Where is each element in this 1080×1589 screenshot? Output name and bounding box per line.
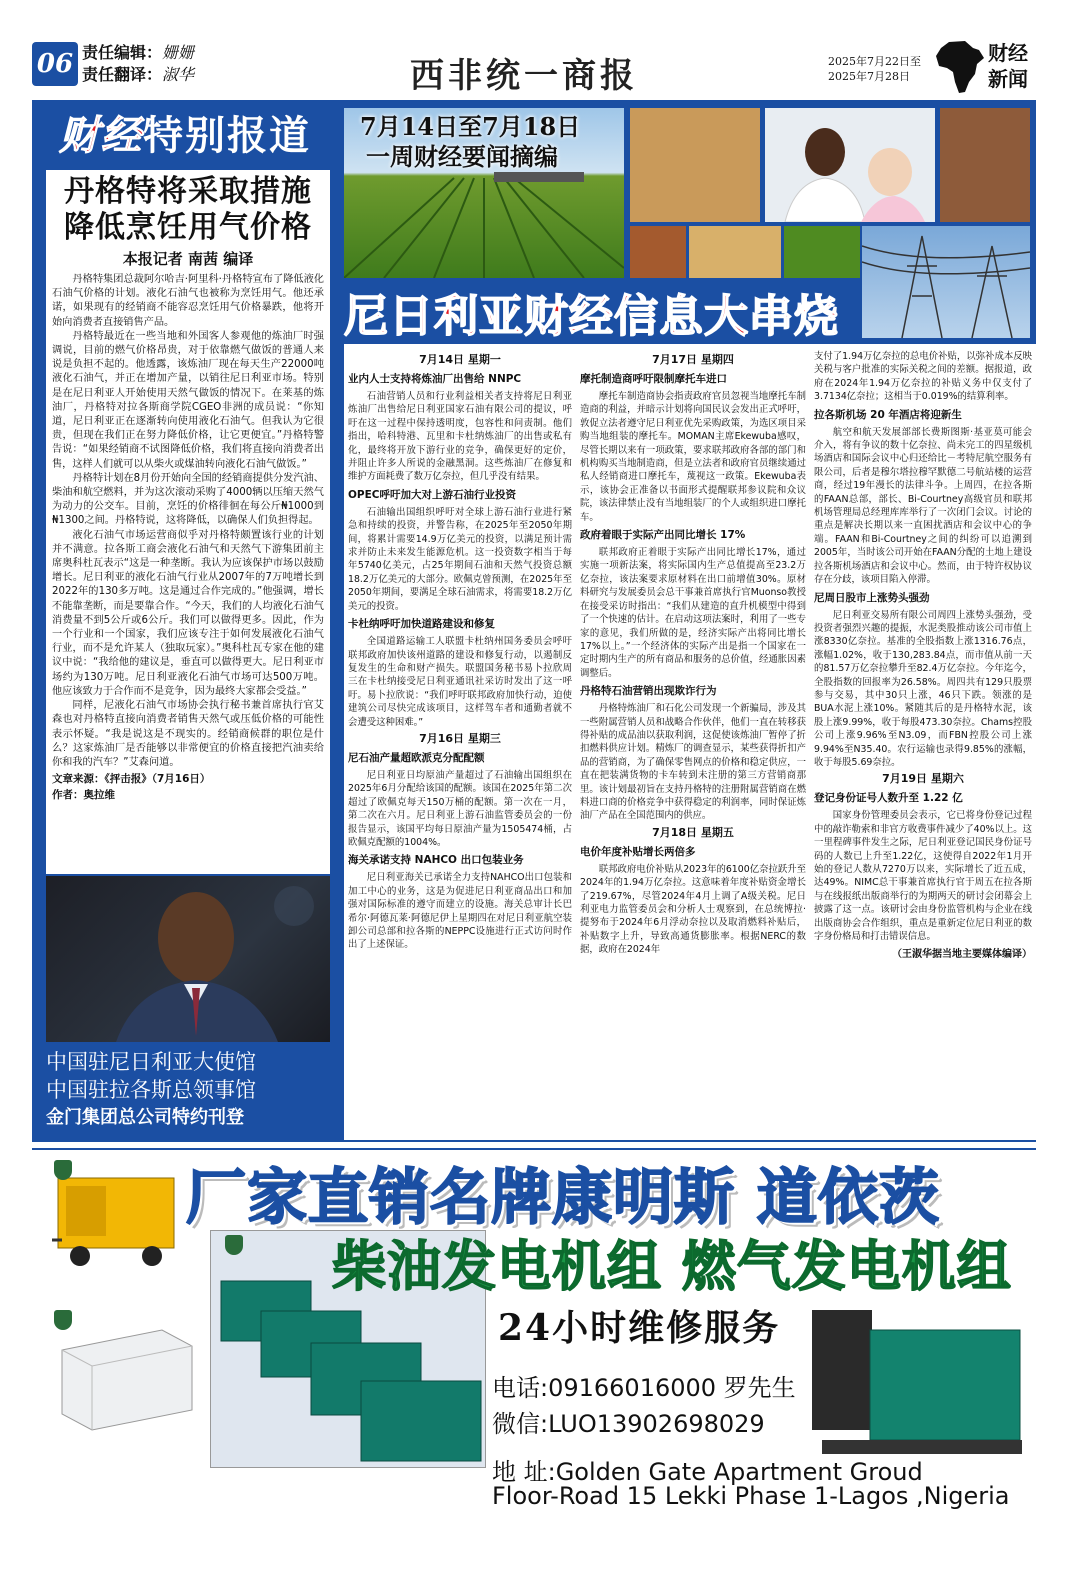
news-column-1 [348,350,572,952]
feature-headline-line-2: 降低烹饪用气价格 [64,210,312,245]
translator-label: 责任翻译： [82,65,163,84]
news-body: 石油营销人员和行业利益相关者支持将尼日利亚炼油厂出售给尼日利亚国家石油有限公司的提议，呼吁在这一过程中保持透明度，包容性和问责制。他们指出，哈科特港、瓦里和卡杜纳炼油厂的出售或私有化，最终将开放下游行业的竞争，确保更好的定价，并阻止许多人所说的金融黑洞。这些炼油厂在修复和维护方面耗费了数万亿奈拉，但几乎没有结果。 [348,391,572,483]
map-photo [689,226,781,278]
news-headline: 尼石油产量超欧派克分配配额 [348,751,485,764]
news-digest [344,344,1036,1140]
news-headline: 业内人士支持将炼油厂出售给 NNPC [348,373,522,385]
street-scene-photo [940,108,1030,222]
news-date: 7月14日 星期一 [419,353,501,366]
feature-paragraph: 同样，尼液化石油气市场协会执行秘书兼首席执行官艾森也对丹格特直接向消费者销售天然气或压低价格的可能性表示怀疑。“我是说这是不现实的。经销商候群的职位是什么？这家炼油厂是否能够以非常便宜的价格直接把汽油卖给你和我的汽车？”艾森问道。 [52,700,324,768]
news-headline: 拉各斯机场 20 年酒店将迎新生 [814,408,962,421]
news-body: 丹格特炼油厂和石化公司发现一个新骗局，涉及其一些附属营销人员和战略合作伙伴，他们一直在转移获得补贴的成品油以获取利润，这促使该炼油厂暂停了折扣燃料供应计划。精炼厂的调查显示，某些获得折扣产品的营销商，为了确保零售网点的价格和稳定供应，一直在把装满货物的卡车转到未注册的第三方营销商那里。该计划最初旨在支持丹格特的注册附属营销商在燃料进口商的价格竞争中获得稳定的利润率，同时保证炼油厂产品在全国范围内的供应。 [580,703,806,822]
ad-service: 24小时维修服务 [498,1307,781,1349]
news-headline: 电价年度补贴增长两倍多 [580,845,696,858]
news-date: 7月16日 星期三 [419,731,501,745]
news-headline: 政府着眼于实际产出同比增长 17% [580,529,746,542]
news-date: 7月17日 星期四 [652,353,734,366]
issue-dates [828,54,921,84]
feature-paragraph: 丹格特集团总裁阿尔哈吉·阿里科·丹格特宣布了降低液化石油气价格的计划。液化石油气也被称为烹饪用气。他还承诺，如果现有的经销商不能容忍烹饪用气价格暴跌，他将开始向消费者直接销售产品。 [52,274,324,328]
digest-big-title: 尼日利亚财经信息大串烧 [344,291,839,342]
ad-headline-1: 厂家直销名牌康明斯 道依茨 [186,1163,940,1233]
brand-seal-icon [54,1160,72,1180]
editor-name: 姗姗 [162,43,195,62]
issue-date-start: 2025年7月22日至 [828,55,921,68]
page-number: 06 [32,42,78,86]
feature-byline: 本报记者 南茜 编译 [122,250,254,268]
green-generator-image [812,1300,1030,1470]
news-date: 7月19日 星期六 [882,772,964,786]
ad-wechat[interactable]: 微信:LUO13902698029 [492,1410,765,1438]
news-headline: 海关承诺支持 NAHCO 出口包装业务 [348,854,524,867]
bananas-photo [784,226,860,278]
feature-paragraph: 液化石油气市场运营商似乎对丹格特颇置该行业的计划并不满意。拉各斯工商会液化石油气和天然气下游集团前主席奥科杜瓦表示“这是一种垄断。我认为应该保护市场以鼓励增长。尼日利亚的液化石油气行业从2007年的7万吨增长到2022年的130多万吨。这是通过合作完成的。”他强调，增长不能靠垄断，而是要靠合作。“今天，我们的人均液化石油气消费量不到5公斤或6公斤。我们可以做得更多。因此，作为一个行业和一个国家，我们应该专注于如何发展液化石油气行业，而不是允许某人（独取玩家）。”奥科杜瓦专家在他的建议中说：“我给他的建议是，垂直可以做得更大。尼日利亚市场约为130万吨。尼日利亚液化石油气市场可达500万吨。他应该致力于合作而不是竞争，因为最终大家都会受益。” [52,529,324,697]
feature-paragraph: 丹格特计划在8月份开始向全国的经销商提供分发汽油、柴油和航空燃料，并为这次滚动采购了4000辆以压缩天然气为动力的公交车。目前，烹饪的价格徘徊在每公斤₦1000到₦1300之间。丹格特说，这将降低，以确保人们负担得起。 [52,472,324,527]
feature-author: 作者：奥拉维 [52,789,115,802]
translator-name: 淑华 [162,65,195,84]
sponsor-line-1: 中国驻尼日利亚大使馆 [46,1050,256,1074]
news-body-continued: 支付了1.94万亿奈拉的总电价补贴，以弥补成本反映关税与客户批准的实际关税之间的差额。据报道，政府在2024年1.94万亿奈拉的补贴义务中仅支付了3.7134亿奈拉；这相当于0.019%的结算利率。 [814,351,1032,403]
news-body: 尼日利亚交易所有限公司周四上涨势头强劲，受投资者强烈兴趣的提振，水泥类股推动该公司市值上涨8330亿奈拉。基准的全股指数上涨1316.76点，涨幅1.02%，收于130,283.84点，而市值从前一天的81.57万亿奈拉攀升至82.4万亿奈拉。今年迄今，全股指数的回报率为26.58%。周四共有129只股票参与交易，其中30只上涨，46只下跌。领涨的是BUA水泥上涨10%。紧随其后的是丹格特水泥，该股上涨9.99%，收于每股473.30奈拉。Chams控股公司上涨9.96%至N3.09，而FBN控股公司上涨9.94%至N35.40。农行运输也录得9.85%的涨幅，收于每股5.69奈拉。 [814,609,1032,768]
issue-date-end: 2025年7月28日 [828,70,910,83]
news-body: 尼日利亚日均原油产量超过了石油输出国组织在2025年6月分配给该国的配额。该国在2025年第二次超过了欧佩克每天150万桶的配额。第一次在一月，第二次在六月。尼日利亚上游石油监管委员会的一份报告显示，该国平均每日原油产量为1505474桶，占欧佩克配额的1004%。 [348,769,572,848]
special-report-prefix: 财经 [59,112,143,159]
children-photo [630,108,760,222]
news-headline: 丹格特石油营销出现欺诈行为 [580,685,717,698]
news-body: 国家身份管理委员会表示，它已将身份登记过程中的敲诈勒索和非官方收费事件减少了40%以上。这一里程碑事件发生之际，尼日利亚登记国民身份证号码的人数已上升至1.22亿，这使得自2022年1月开始的登记人数从7270万以来，实际增长了近五成，达49%。NIMC总干事兼首席执行官于周五在拉各斯与在线报纸出版商举行的为期两天的研讨会闭幕会上披露了这一点。该研讨会由身份监管机构与企业在线出版商协会合作组织，重点是重新定位尼日利亚的数字身份格局和打击错误信息。 [814,810,1032,943]
portrait-illustration [46,876,330,1042]
news-body: 航空和航天发展部部长费斯图斯·基亚莫可能会介入，将有争议的数十亿奈拉、尚未完工的四星级机场酒店和国际会议中心归还给比－考特尼航空服务有限公司，后者是穆尔塔拉穆罕默德二号航站楼的运营商，经过19年漫长的法律斗争。上周四，在拉各斯的FAAN总部，部长、Bi-Courtney高级官员和联邦机场管理局总经理库库举行了一次闭门会议。讨论的重点是解决长期以来一直困扰酒店和会议中心的争端。FAAN和Bi-Courtney之间的纠纷可以追溯到2005年，当时该公司开始在FAAN分配的土地上建设拉各斯机场酒店和会议中心。然而，由于特许权协议存在分歧，该项目陷入停滞。 [814,426,1032,586]
feature-headline [52,174,324,246]
news-credit: （王淑华据当地主要媒体编译） [892,949,1032,961]
ad-phone[interactable]: 电话:09166016000 罗先生 [492,1374,796,1402]
ad-address-line-2: Floor-Road 15 Lekki Phase 1-Lagos ,Nigeria [492,1482,1010,1510]
news-body: 全国道路运输工人联盟卡杜纳州国务委员会呼吁联邦政府加快该州道路的建设和修复行动，以遏制反复发生的生命和财产损失。联盟国务秘书易卜拉欣周三在卡杜纳接受尼日利亚通讯社采访时发出了这一呼吁。易卜拉欣说：“我们呼吁联邦政府加快行动，迫使建筑公司尽快完成该项目，这样驾车者和通勤者就不会遭受这种困难。” [348,636,572,728]
section-line-2: 新闻 [988,67,1028,91]
sponsor-block [46,1048,330,1140]
feature-source: 文章来源：《抨击报》（7月16日） [52,773,211,786]
brand-seal-icon [225,1235,243,1255]
news-column-3 [814,350,1032,960]
news-column-2 [580,350,806,957]
feature-headline-line-1: 丹格特将采取措施 [64,174,312,209]
sponsor-line-2: 中国驻拉各斯总领事馆 [46,1078,256,1102]
special-report-title: 特别报道 [143,112,311,159]
news-headline: 登记身份证号人数升至 1.22 亿 [814,792,963,805]
ad-headline-2: 柴油发电机组 燃气发电机组 [332,1235,1012,1298]
editor-credits [82,42,194,86]
feature-paragraph: 丹格特最近在一些当地和外国客人参观他的炼油厂时强调说，目前的燃气价格昂贵，对于依靠燃气做饭的普通人来说是负担不起的。他透露，该炼油厂现在每天生产22000吨液化石油气，并正在增加产量，以销往尼日利亚市场。特别是在尼日利亚人开始使用天然气做饭的情况下。在莱基的炼油厂，丹格特对拉各斯商学院CGEO非洲的成员说：“你知道，尼日利亚正在逐渐转向使用液化石油气。但我认为它很贵，但现在我们正在努力降低价格，让它更便宜。”丹格特警告说：“如果经销商不试图降低价格，我们将直接向消费者出售，这样人们就可以从柴火或煤油转向液化石油气做饭。” [52,330,324,470]
news-body: 摩托车制造商协会指责政府官员忽视当地摩托车制造商的利益，并暗示计划将向国民议会发出正式呼吁，敦促立法者遵守尼日利亚优先采购政策，为选区项目采购当地组装的摩托车。MOMAN主席Ekewuba感叹，尽管长期以来有一项政策，要求联邦政府各部的部门和机构购买当地制造商，但是立法者和政府官员继续通过私人经销商进口摩托车，蔑视这一政策。Ekewuba表示，该协会正准备以书面形式提醒联邦参议院和众议院，该法律禁止没有当地组装厂的个人或组织进口摩托车。 [580,391,806,523]
brand-seal-icon [54,1310,72,1330]
sponsor-line-3: 金门集团总公司特约刊登 [46,1107,244,1128]
weekly-digest-heading [360,112,620,172]
africa-map-icon [935,40,985,94]
week-range: 7月14日至7月18日 [360,112,581,141]
news-headline: 卡杜纳呼吁加快道路建设和修复 [348,618,495,631]
market-photo [630,226,686,278]
special-report-banner [40,106,330,158]
news-headline: 尼周日股市上涨势头强劲 [814,591,930,604]
news-body: 尼日利亚海关已承诺全力支持NAHCO出口包装和加工中心的业务，这是为促进尼日利亚商品出口和加强对国际标准的遵守而建立的设施。海关总审计长巴希尔·阿德瓦莱·阿德尼伊上星期四在对尼日利亚航空装卸公司总部和拉各斯的NEPPC设施进行正式访问时作出了上述保证。 [348,872,572,951]
news-body: 联邦政府正着眼于实际产出同比增长17%，通过实施一项新法案，将实际国内生产总值提高至23.2万亿奈拉，该法案要求原材料在出口前增值30%。原材料研究与发展委员会总干事兼首席执行官Muonso教授在接受采访时指出：“我们从建造的直升机模型中得到了一个快速的估计。在启动这项法案时，利用了一些专家的意见，我们所做的是，经济实际产出将同比增长17%以上。”一个经济体的实际产出是指一个国家在一定时期内生产的所有商品和服务的总价值，经通胀因素调整后。 [580,547,806,679]
newspaper-name: 西非统一商报 [410,56,638,96]
news-headline: 摩托制造商呼吁限制摩托车进口 [580,373,727,385]
section-name [988,40,1028,92]
news-date: 7月18日 星期五 [652,825,734,839]
editor-label: 责任编辑： [82,43,163,62]
section-line-1: 财经 [988,41,1028,65]
week-subtitle: 一周财经要闻摘编 [366,142,558,171]
news-body: 联邦政府电价补贴从2023年的6100亿奈拉跃升至2024年的1.94万亿奈拉。这意味着年度补贴资金增长了219.67%，尽管2024年4月上调了A级关税。尼日利亚电力监管委员会和分析人士观察到，在总统博拉·提努布于2024年6月浮动奈拉以及取消燃料补贴后，补贴数字上升，导致高通货膨胀率。根据NERC的数据，政府在2024年 [580,863,806,956]
portrait-photo [46,876,330,1042]
doctor-photo [765,108,935,222]
yellow-generator-image [52,1160,180,1270]
news-headline: OPEC呼吁加大对上游石油行业投资 [348,488,516,501]
silent-generator-image [52,1310,200,1434]
ad-address-line-1: 地 址:Golden Gate Apartment Groud [492,1458,923,1486]
feature-article [46,170,330,874]
power-lines-photo [862,226,1030,338]
news-body: 石油输出国组织呼吁对全球上游石油行业进行紧急和持续的投资，并警告称，在2025年至2050年期间，将累计需要14.9万亿美元的投资，以满足预计需求并防止未来发生能源危机。这一投资数字相当于每年5740亿美元，占25年期间石油和天然气投资总额18.2万亿美元的大部分。欧佩克曾预测，在2025年至2050年期间，要满足全球石油需求，将需要18.2万亿美元的投资。 [348,506,572,612]
